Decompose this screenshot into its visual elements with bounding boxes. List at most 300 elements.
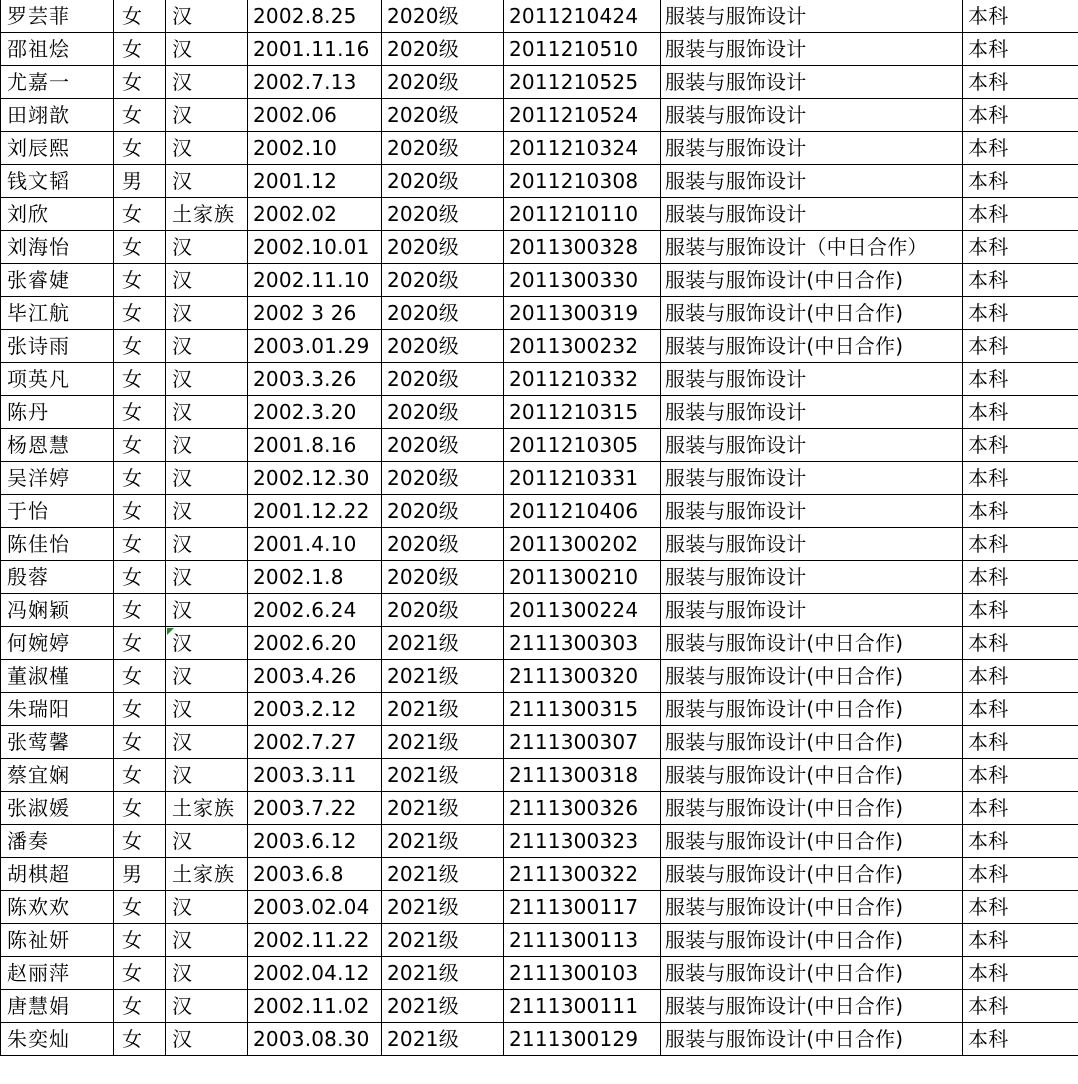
student-id-cell[interactable] bbox=[504, 495, 661, 528]
name-cell[interactable] bbox=[1, 660, 114, 693]
student-id-cell[interactable] bbox=[504, 330, 661, 363]
student-id-cell-text: 2111300113 bbox=[509, 928, 639, 952]
sex-cell[interactable] bbox=[114, 462, 166, 495]
sex-cell[interactable] bbox=[114, 165, 166, 198]
major-cell-text: 服装与服饰设计（中日合作） bbox=[665, 235, 928, 259]
degree-level-cell[interactable] bbox=[963, 891, 1078, 924]
degree-level-cell[interactable] bbox=[963, 726, 1078, 759]
name-cell[interactable] bbox=[1, 693, 114, 726]
sex-cell[interactable] bbox=[114, 264, 166, 297]
degree-level-cell[interactable] bbox=[963, 66, 1078, 99]
student-id-cell[interactable] bbox=[504, 825, 661, 858]
ethnicity-cell-text: 汉 bbox=[172, 532, 193, 556]
student-id-cell[interactable] bbox=[504, 429, 661, 462]
grade-cell[interactable] bbox=[382, 957, 504, 990]
major-cell[interactable] bbox=[661, 132, 963, 165]
grade-cell[interactable] bbox=[382, 561, 504, 594]
student-id-cell-text: 2011300224 bbox=[509, 598, 639, 622]
major-cell[interactable] bbox=[661, 198, 963, 231]
birthdate-cell-text: 2003.7.22 bbox=[253, 796, 357, 820]
major-cell[interactable] bbox=[661, 396, 963, 429]
grade-cell[interactable] bbox=[382, 495, 504, 528]
ethnicity-cell[interactable] bbox=[166, 891, 248, 924]
major-cell[interactable] bbox=[661, 825, 963, 858]
sex-cell[interactable] bbox=[114, 363, 166, 396]
major-cell[interactable] bbox=[661, 0, 963, 33]
sex-cell-text: 女 bbox=[122, 334, 143, 358]
sex-cell[interactable] bbox=[114, 198, 166, 231]
major-cell[interactable] bbox=[661, 330, 963, 363]
table-row bbox=[1, 627, 1078, 660]
name-cell[interactable] bbox=[1, 231, 114, 264]
degree-level-cell[interactable] bbox=[963, 0, 1078, 33]
sex-cell-text: 女 bbox=[122, 367, 143, 391]
sex-cell[interactable] bbox=[114, 825, 166, 858]
sex-cell[interactable] bbox=[114, 231, 166, 264]
student-id-cell[interactable] bbox=[504, 33, 661, 66]
ethnicity-cell[interactable] bbox=[166, 165, 248, 198]
student-id-cell[interactable] bbox=[504, 891, 661, 924]
major-cell[interactable] bbox=[661, 429, 963, 462]
birthdate-cell[interactable] bbox=[248, 462, 382, 495]
ethnicity-cell[interactable] bbox=[166, 462, 248, 495]
grade-cell[interactable] bbox=[382, 363, 504, 396]
degree-level-cell[interactable] bbox=[963, 1023, 1078, 1056]
birthdate-cell-text: 2001.8.16 bbox=[253, 433, 357, 457]
sex-cell[interactable] bbox=[114, 66, 166, 99]
name-cell[interactable] bbox=[1, 264, 114, 297]
degree-level-cell[interactable] bbox=[963, 957, 1078, 990]
ethnicity-cell-text: 汉 bbox=[172, 598, 193, 622]
name-cell[interactable] bbox=[1, 33, 114, 66]
name-cell[interactable] bbox=[1, 0, 114, 33]
sex-cell[interactable] bbox=[114, 957, 166, 990]
sex-cell-text: 女 bbox=[122, 697, 143, 721]
grade-cell[interactable] bbox=[382, 429, 504, 462]
ethnicity-cell[interactable] bbox=[166, 957, 248, 990]
sex-cell-text: 女 bbox=[122, 664, 143, 688]
student-id-cell[interactable] bbox=[504, 957, 661, 990]
major-cell[interactable] bbox=[661, 561, 963, 594]
birthdate-cell[interactable] bbox=[248, 0, 382, 33]
name-cell[interactable] bbox=[1, 990, 114, 1023]
grade-cell[interactable] bbox=[382, 165, 504, 198]
grade-cell[interactable] bbox=[382, 396, 504, 429]
ethnicity-cell[interactable] bbox=[166, 825, 248, 858]
major-cell[interactable] bbox=[661, 594, 963, 627]
degree-level-cell[interactable] bbox=[963, 660, 1078, 693]
grade-cell[interactable] bbox=[382, 198, 504, 231]
birthdate-cell[interactable] bbox=[248, 693, 382, 726]
major-cell[interactable] bbox=[661, 363, 963, 396]
degree-level-cell[interactable] bbox=[963, 924, 1078, 957]
sex-cell[interactable] bbox=[114, 990, 166, 1023]
birthdate-cell[interactable] bbox=[248, 363, 382, 396]
ethnicity-cell[interactable] bbox=[166, 132, 248, 165]
major-cell[interactable] bbox=[661, 1023, 963, 1056]
birthdate-cell[interactable] bbox=[248, 33, 382, 66]
grade-cell[interactable] bbox=[382, 825, 504, 858]
name-cell[interactable] bbox=[1, 297, 114, 330]
grade-cell[interactable] bbox=[382, 891, 504, 924]
name-cell[interactable] bbox=[1, 1023, 114, 1056]
name-cell-text: 毕江航 bbox=[7, 301, 70, 325]
degree-level-cell-text: 本科 bbox=[968, 1027, 1009, 1051]
table-row bbox=[1, 693, 1078, 726]
name-cell[interactable] bbox=[1, 363, 114, 396]
student-id-cell[interactable] bbox=[504, 198, 661, 231]
name-cell[interactable] bbox=[1, 594, 114, 627]
birthdate-cell[interactable] bbox=[248, 132, 382, 165]
birthdate-cell[interactable] bbox=[248, 627, 382, 660]
ethnicity-cell[interactable] bbox=[166, 231, 248, 264]
ethnicity-cell[interactable] bbox=[166, 726, 248, 759]
major-cell[interactable] bbox=[661, 165, 963, 198]
name-cell[interactable] bbox=[1, 627, 114, 660]
degree-level-cell[interactable] bbox=[963, 825, 1078, 858]
birthdate-cell[interactable] bbox=[248, 99, 382, 132]
name-cell[interactable] bbox=[1, 858, 114, 891]
ethnicity-cell[interactable] bbox=[166, 627, 248, 660]
degree-level-cell[interactable] bbox=[963, 396, 1078, 429]
ethnicity-cell[interactable] bbox=[166, 792, 248, 825]
major-cell[interactable] bbox=[661, 528, 963, 561]
major-cell[interactable] bbox=[661, 627, 963, 660]
major-cell[interactable] bbox=[661, 891, 963, 924]
name-cell-text: 项英凡 bbox=[7, 367, 70, 391]
student-id-cell[interactable] bbox=[504, 132, 661, 165]
birthdate-cell[interactable] bbox=[248, 165, 382, 198]
name-cell[interactable] bbox=[1, 726, 114, 759]
major-cell[interactable] bbox=[661, 726, 963, 759]
grade-cell[interactable] bbox=[382, 627, 504, 660]
grade-cell[interactable] bbox=[382, 33, 504, 66]
birthdate-cell[interactable] bbox=[248, 264, 382, 297]
sex-cell[interactable] bbox=[114, 726, 166, 759]
student-id-cell[interactable] bbox=[504, 0, 661, 33]
degree-level-cell[interactable] bbox=[963, 231, 1078, 264]
major-cell[interactable] bbox=[661, 693, 963, 726]
grade-cell[interactable] bbox=[382, 726, 504, 759]
name-cell[interactable] bbox=[1, 759, 114, 792]
degree-level-cell[interactable] bbox=[963, 33, 1078, 66]
birthdate-cell[interactable] bbox=[248, 990, 382, 1023]
degree-level-cell[interactable] bbox=[963, 858, 1078, 891]
grade-cell[interactable] bbox=[382, 858, 504, 891]
grade-cell[interactable] bbox=[382, 924, 504, 957]
degree-level-cell[interactable] bbox=[963, 594, 1078, 627]
birthdate-cell-text: 2002.11.22 bbox=[253, 928, 370, 952]
birthdate-cell[interactable] bbox=[248, 495, 382, 528]
degree-level-cell[interactable] bbox=[963, 198, 1078, 231]
student-id-cell[interactable] bbox=[504, 297, 661, 330]
student-id-cell[interactable] bbox=[504, 396, 661, 429]
degree-level-cell[interactable] bbox=[963, 495, 1078, 528]
major-cell[interactable] bbox=[661, 297, 963, 330]
major-cell[interactable] bbox=[661, 495, 963, 528]
student-id-cell-text: 2011210331 bbox=[509, 466, 639, 490]
birthdate-cell[interactable] bbox=[248, 198, 382, 231]
birthdate-cell-text: 2002.6.24 bbox=[253, 598, 357, 622]
name-cell[interactable] bbox=[1, 528, 114, 561]
birthdate-cell[interactable] bbox=[248, 1023, 382, 1056]
table-row bbox=[1, 429, 1078, 462]
name-cell[interactable] bbox=[1, 891, 114, 924]
ethnicity-cell[interactable] bbox=[166, 396, 248, 429]
birthdate-cell-text: 2003.2.12 bbox=[253, 697, 357, 721]
grade-cell[interactable] bbox=[382, 759, 504, 792]
grade-cell[interactable] bbox=[382, 66, 504, 99]
sex-cell-text: 女 bbox=[122, 433, 143, 457]
ethnicity-cell[interactable] bbox=[166, 99, 248, 132]
student-id-cell[interactable] bbox=[504, 759, 661, 792]
ethnicity-cell[interactable] bbox=[166, 495, 248, 528]
student-id-cell[interactable] bbox=[504, 528, 661, 561]
sex-cell[interactable] bbox=[114, 495, 166, 528]
grade-cell[interactable] bbox=[382, 99, 504, 132]
name-cell[interactable] bbox=[1, 924, 114, 957]
name-cell[interactable] bbox=[1, 825, 114, 858]
sex-cell[interactable] bbox=[114, 924, 166, 957]
birthdate-cell[interactable] bbox=[248, 66, 382, 99]
birthdate-cell[interactable] bbox=[248, 957, 382, 990]
birthdate-cell[interactable] bbox=[248, 759, 382, 792]
ethnicity-cell[interactable] bbox=[166, 660, 248, 693]
major-cell[interactable] bbox=[661, 33, 963, 66]
birthdate-cell[interactable] bbox=[248, 825, 382, 858]
birthdate-cell[interactable] bbox=[248, 858, 382, 891]
name-cell[interactable] bbox=[1, 957, 114, 990]
grade-cell[interactable] bbox=[382, 594, 504, 627]
ethnicity-cell[interactable] bbox=[166, 198, 248, 231]
major-cell[interactable] bbox=[661, 990, 963, 1023]
student-id-cell[interactable] bbox=[504, 165, 661, 198]
birthdate-cell-text: 2002.04.12 bbox=[253, 961, 370, 985]
degree-level-cell[interactable] bbox=[963, 462, 1078, 495]
sex-cell[interactable] bbox=[114, 132, 166, 165]
major-cell[interactable] bbox=[661, 264, 963, 297]
major-cell[interactable] bbox=[661, 99, 963, 132]
major-cell[interactable] bbox=[661, 231, 963, 264]
name-cell-text: 张诗雨 bbox=[7, 334, 70, 358]
name-cell[interactable] bbox=[1, 792, 114, 825]
sex-cell[interactable] bbox=[114, 429, 166, 462]
ethnicity-cell[interactable] bbox=[166, 264, 248, 297]
degree-level-cell[interactable] bbox=[963, 627, 1078, 660]
degree-level-cell[interactable] bbox=[963, 528, 1078, 561]
student-id-cell[interactable] bbox=[504, 264, 661, 297]
student-id-cell[interactable] bbox=[504, 363, 661, 396]
name-cell[interactable] bbox=[1, 165, 114, 198]
ethnicity-cell[interactable] bbox=[166, 924, 248, 957]
sex-cell[interactable] bbox=[114, 1023, 166, 1056]
grade-cell[interactable] bbox=[382, 990, 504, 1023]
sex-cell[interactable] bbox=[114, 627, 166, 660]
ethnicity-cell[interactable] bbox=[166, 1023, 248, 1056]
degree-level-cell[interactable] bbox=[963, 330, 1078, 363]
degree-level-cell-text: 本科 bbox=[968, 961, 1009, 985]
birthdate-cell[interactable] bbox=[248, 330, 382, 363]
ethnicity-cell-text: 汉 bbox=[172, 301, 193, 325]
sex-cell[interactable] bbox=[114, 33, 166, 66]
table-row bbox=[1, 594, 1078, 627]
major-cell[interactable] bbox=[661, 66, 963, 99]
grade-cell[interactable] bbox=[382, 792, 504, 825]
grade-cell[interactable] bbox=[382, 528, 504, 561]
sex-cell-text: 女 bbox=[122, 631, 143, 655]
degree-level-cell[interactable] bbox=[963, 99, 1078, 132]
major-cell[interactable] bbox=[661, 792, 963, 825]
sex-cell[interactable] bbox=[114, 297, 166, 330]
ethnicity-cell[interactable] bbox=[166, 0, 248, 33]
sex-cell-text: 女 bbox=[122, 499, 143, 523]
birthdate-cell[interactable] bbox=[248, 528, 382, 561]
degree-level-cell[interactable] bbox=[963, 363, 1078, 396]
major-cell[interactable] bbox=[661, 660, 963, 693]
name-cell[interactable] bbox=[1, 198, 114, 231]
grade-cell[interactable] bbox=[382, 330, 504, 363]
birthdate-cell-text: 2001.12.22 bbox=[253, 499, 370, 523]
name-cell[interactable] bbox=[1, 495, 114, 528]
student-id-cell[interactable] bbox=[504, 594, 661, 627]
birthdate-cell-text: 2001.12 bbox=[253, 169, 338, 193]
student-id-cell[interactable] bbox=[504, 693, 661, 726]
degree-level-cell[interactable] bbox=[963, 264, 1078, 297]
sex-cell[interactable] bbox=[114, 396, 166, 429]
major-cell[interactable] bbox=[661, 462, 963, 495]
major-cell-text: 服装与服饰设计(中日合作) bbox=[665, 895, 904, 919]
sex-cell[interactable] bbox=[114, 561, 166, 594]
grade-cell[interactable] bbox=[382, 264, 504, 297]
birthdate-cell[interactable] bbox=[248, 396, 382, 429]
ethnicity-cell[interactable] bbox=[166, 66, 248, 99]
major-cell-text: 服装与服饰设计(中日合作) bbox=[665, 961, 904, 985]
ethnicity-cell[interactable] bbox=[166, 561, 248, 594]
sex-cell[interactable] bbox=[114, 594, 166, 627]
ethnicity-cell[interactable] bbox=[166, 759, 248, 792]
student-id-cell[interactable] bbox=[504, 561, 661, 594]
birthdate-cell[interactable] bbox=[248, 429, 382, 462]
birthdate-cell[interactable] bbox=[248, 660, 382, 693]
sex-cell[interactable] bbox=[114, 858, 166, 891]
degree-level-cell-text: 本科 bbox=[968, 334, 1009, 358]
ethnicity-cell-text: 汉 bbox=[172, 103, 193, 127]
name-cell[interactable] bbox=[1, 66, 114, 99]
ethnicity-cell[interactable] bbox=[166, 33, 248, 66]
birthdate-cell-text: 2001.4.10 bbox=[253, 532, 357, 556]
birthdate-cell[interactable] bbox=[248, 726, 382, 759]
birthdate-cell[interactable] bbox=[248, 792, 382, 825]
name-cell[interactable] bbox=[1, 330, 114, 363]
ethnicity-cell[interactable] bbox=[166, 297, 248, 330]
grade-cell[interactable] bbox=[382, 297, 504, 330]
degree-level-cell[interactable] bbox=[963, 165, 1078, 198]
name-cell[interactable] bbox=[1, 396, 114, 429]
grade-cell[interactable] bbox=[382, 1023, 504, 1056]
degree-level-cell[interactable] bbox=[963, 693, 1078, 726]
ethnicity-cell[interactable] bbox=[166, 693, 248, 726]
name-cell[interactable] bbox=[1, 462, 114, 495]
ethnicity-cell[interactable] bbox=[166, 990, 248, 1023]
grade-cell[interactable] bbox=[382, 693, 504, 726]
birthdate-cell[interactable] bbox=[248, 594, 382, 627]
student-id-cell[interactable] bbox=[504, 99, 661, 132]
major-cell[interactable] bbox=[661, 924, 963, 957]
student-id-cell[interactable] bbox=[504, 990, 661, 1023]
sex-cell[interactable] bbox=[114, 660, 166, 693]
student-id-cell[interactable] bbox=[504, 627, 661, 660]
degree-level-cell-text: 本科 bbox=[968, 367, 1009, 391]
degree-level-cell[interactable] bbox=[963, 429, 1078, 462]
degree-level-cell-text: 本科 bbox=[968, 565, 1009, 589]
student-id-cell[interactable] bbox=[504, 726, 661, 759]
name-cell[interactable] bbox=[1, 429, 114, 462]
grade-cell[interactable] bbox=[382, 231, 504, 264]
grade-cell[interactable] bbox=[382, 132, 504, 165]
name-cell[interactable] bbox=[1, 561, 114, 594]
name-cell-text: 冯娴颖 bbox=[7, 598, 70, 622]
ethnicity-cell[interactable] bbox=[166, 363, 248, 396]
birthdate-cell[interactable] bbox=[248, 231, 382, 264]
ethnicity-cell-text: 汉 bbox=[172, 466, 193, 490]
sex-cell[interactable] bbox=[114, 0, 166, 33]
ethnicity-cell[interactable] bbox=[166, 429, 248, 462]
sex-cell[interactable] bbox=[114, 792, 166, 825]
ethnicity-cell[interactable] bbox=[166, 330, 248, 363]
sex-cell[interactable] bbox=[114, 528, 166, 561]
degree-level-cell[interactable] bbox=[963, 759, 1078, 792]
grade-cell[interactable] bbox=[382, 660, 504, 693]
degree-level-cell[interactable] bbox=[963, 132, 1078, 165]
student-id-cell[interactable] bbox=[504, 462, 661, 495]
student-id-cell-text: 2111300322 bbox=[509, 862, 639, 886]
ethnicity-cell[interactable] bbox=[166, 858, 248, 891]
degree-level-cell[interactable] bbox=[963, 297, 1078, 330]
sex-cell[interactable] bbox=[114, 891, 166, 924]
degree-level-cell[interactable] bbox=[963, 990, 1078, 1023]
sex-cell[interactable] bbox=[114, 693, 166, 726]
degree-level-cell[interactable] bbox=[963, 561, 1078, 594]
grade-cell[interactable] bbox=[382, 0, 504, 33]
ethnicity-cell[interactable] bbox=[166, 528, 248, 561]
major-cell[interactable] bbox=[661, 957, 963, 990]
major-cell[interactable] bbox=[661, 759, 963, 792]
student-id-cell[interactable] bbox=[504, 231, 661, 264]
sex-cell[interactable] bbox=[114, 330, 166, 363]
grade-cell-text: 2020级 bbox=[387, 532, 459, 556]
major-cell[interactable] bbox=[661, 858, 963, 891]
ethnicity-cell[interactable] bbox=[166, 594, 248, 627]
sex-cell-text: 女 bbox=[122, 796, 143, 820]
sex-cell[interactable] bbox=[114, 99, 166, 132]
sex-cell[interactable] bbox=[114, 759, 166, 792]
grade-cell[interactable] bbox=[382, 462, 504, 495]
student-id-cell[interactable] bbox=[504, 792, 661, 825]
birthdate-cell[interactable] bbox=[248, 561, 382, 594]
degree-level-cell-text: 本科 bbox=[968, 268, 1009, 292]
birthdate-cell[interactable] bbox=[248, 297, 382, 330]
student-id-cell[interactable] bbox=[504, 660, 661, 693]
student-id-cell[interactable] bbox=[504, 858, 661, 891]
birthdate-cell[interactable] bbox=[248, 924, 382, 957]
birthdate-cell[interactable] bbox=[248, 891, 382, 924]
student-id-cell[interactable] bbox=[504, 924, 661, 957]
name-cell[interactable] bbox=[1, 99, 114, 132]
name-cell[interactable] bbox=[1, 132, 114, 165]
student-id-cell[interactable] bbox=[504, 1023, 661, 1056]
student-id-cell[interactable] bbox=[504, 66, 661, 99]
degree-level-cell[interactable] bbox=[963, 792, 1078, 825]
